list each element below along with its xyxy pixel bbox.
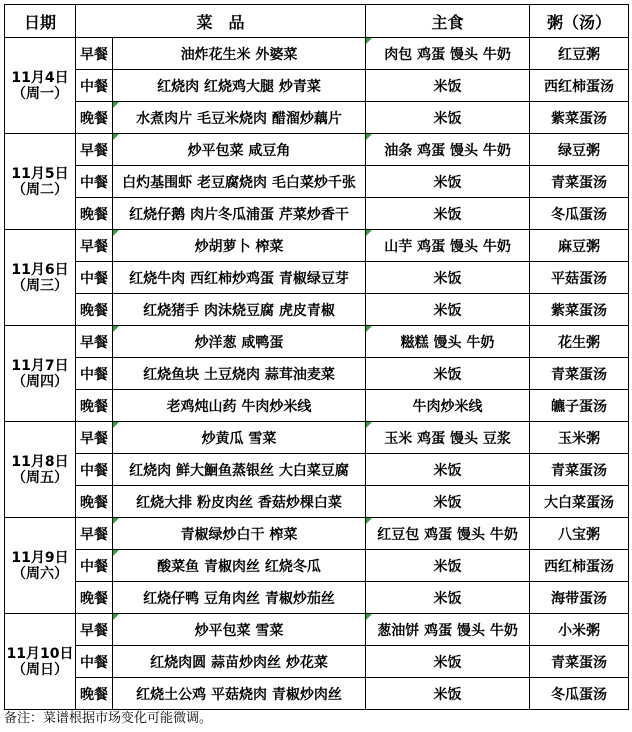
day-date: 11月4日: [11, 69, 69, 86]
staple-cell: 米饭: [366, 102, 530, 134]
dishes-cell: 炒平包菜 咸豆角: [113, 134, 366, 166]
header-staple: 主食: [366, 5, 530, 38]
day-date-cell: [5, 518, 76, 614]
meal-row: [5, 230, 629, 262]
meal-name: 晚餐: [76, 294, 113, 326]
staple-cell: 米饭: [366, 550, 530, 582]
staple-cell: 玉米 鸡蛋 馒头 豆浆: [366, 422, 530, 454]
dishes-cell: 炒胡萝卜 榨菜: [113, 230, 366, 262]
day-date: 11月10日: [6, 645, 74, 662]
menu-table: [4, 4, 629, 710]
meal-name: 早餐: [76, 422, 113, 454]
porridge-cell: 花生粥: [530, 326, 629, 358]
porridge-cell: 西红柿蛋汤: [530, 550, 629, 582]
meal-row: [5, 166, 629, 198]
porridge-cell: 冬瓜蛋汤: [530, 678, 629, 710]
staple-cell: 牛肉炒米线: [366, 390, 530, 422]
day-date-cell: [5, 134, 76, 230]
meal-row: [5, 102, 629, 134]
meal-row: [5, 358, 629, 390]
staple-cell: 米饭: [366, 646, 530, 678]
staple-cell: 米饭: [366, 454, 530, 486]
day-date: 11月7日: [11, 357, 69, 374]
meal-name: 早餐: [76, 230, 113, 262]
dishes-cell: 油炸花生米 外婆菜: [113, 38, 366, 70]
staple-cell: 葱油饼 鸡蛋 馒头 牛奶: [366, 614, 530, 646]
porridge-cell: 麻豆粥: [530, 230, 629, 262]
meal-row: [5, 454, 629, 486]
porridge-cell: 小米粥: [530, 614, 629, 646]
staple-cell: 米饭: [366, 262, 530, 294]
porridge-cell: 皫子蛋汤: [530, 390, 629, 422]
footnote: 备注：菜谱根据市场变化可能微调。: [4, 711, 213, 726]
header-row: [5, 5, 629, 38]
day-weekday: （周二）: [12, 181, 68, 198]
dishes-cell: 酸菜鱼 青椒肉丝 红烧冬瓜: [113, 550, 366, 582]
dishes-cell: 红烧肉圆 蒜苗炒肉丝 炒花菜: [113, 646, 366, 678]
meal-name: 中餐: [76, 550, 113, 582]
porridge-cell: 玉米粥: [530, 422, 629, 454]
staple-cell: 肉包 鸡蛋 馒头 牛奶: [366, 38, 530, 70]
meal-name: 早餐: [76, 518, 113, 550]
meal-row: [5, 678, 629, 710]
meal-name: 中餐: [76, 70, 113, 102]
meal-name: 早餐: [76, 134, 113, 166]
porridge-cell: 青菜蛋汤: [530, 646, 629, 678]
staple-cell: 米饭: [366, 486, 530, 518]
day-date-cell: [5, 230, 76, 326]
dishes-cell: 红烧仔鹅 肉片冬瓜浦蛋 芹菜炒香干: [113, 198, 366, 230]
dishes-cell: 红烧仔鸭 豆角肉丝 青椒炒茄丝: [113, 582, 366, 614]
dishes-cell: 水煮肉片 毛豆米烧肉 醋溜炒藕片: [113, 102, 366, 134]
day-date: 11月8日: [11, 453, 69, 470]
meal-name: 中餐: [76, 454, 113, 486]
staple-cell: 红豆包 鸡蛋 馒头 牛奶: [366, 518, 530, 550]
staple-cell: 山芋 鸡蛋 馒头 牛奶: [366, 230, 530, 262]
meal-name: 晚餐: [76, 198, 113, 230]
meal-row: [5, 198, 629, 230]
meal-name: 早餐: [76, 38, 113, 70]
dishes-cell: 红烧肉 红烧鸡大腿 炒青菜: [113, 70, 366, 102]
meal-row: [5, 134, 629, 166]
staple-cell: 糍糕 馒头 牛奶: [366, 326, 530, 358]
dishes-cell: 红烧鱼块 土豆烧肉 蒜茸油麦菜: [113, 358, 366, 390]
porridge-cell: 大白菜蛋汤: [530, 486, 629, 518]
meal-name: 晚餐: [76, 102, 113, 134]
dishes-cell: 红烧土公鸡 平菇烧肉 青椒炒肉丝: [113, 678, 366, 710]
meal-name: 中餐: [76, 358, 113, 390]
dishes-cell: 红烧大排 粉皮肉丝 香菇炒棵白菜: [113, 486, 366, 518]
porridge-cell: 青菜蛋汤: [530, 166, 629, 198]
porridge-cell: 红豆粥: [530, 38, 629, 70]
porridge-cell: 紫菜蛋汤: [530, 102, 629, 134]
meal-name: 中餐: [76, 262, 113, 294]
dishes-cell: 炒黄瓜 雪菜: [113, 422, 366, 454]
meal-row: [5, 422, 629, 454]
porridge-cell: 八宝粥: [530, 518, 629, 550]
staple-cell: 米饭: [366, 582, 530, 614]
meal-name: 晚餐: [76, 582, 113, 614]
meal-row: [5, 646, 629, 678]
meal-row: [5, 70, 629, 102]
meal-row: [5, 262, 629, 294]
meal-row: [5, 582, 629, 614]
meal-row: [5, 326, 629, 358]
dishes-cell: 青椒绿炒白干 榨菜: [113, 518, 366, 550]
day-date: 11月9日: [11, 549, 69, 566]
dishes-cell: 红烧肉 鲜大鮰鱼蒸银丝 大白菜豆腐: [113, 454, 366, 486]
day-date-cell: [5, 422, 76, 518]
meal-row: [5, 390, 629, 422]
staple-cell: 米饭: [366, 294, 530, 326]
meal-name: 晚餐: [76, 486, 113, 518]
meal-row: [5, 486, 629, 518]
day-weekday: （周六）: [12, 565, 68, 582]
day-date-cell: [5, 326, 76, 422]
staple-cell: 米饭: [366, 198, 530, 230]
meal-row: [5, 294, 629, 326]
porridge-cell: 青菜蛋汤: [530, 358, 629, 390]
meal-name: 晚餐: [76, 390, 113, 422]
header-porridge: 粥（汤）: [530, 5, 629, 38]
dishes-cell: 红烧牛肉 西红柿炒鸡蛋 青椒绿豆芽: [113, 262, 366, 294]
porridge-cell: 青菜蛋汤: [530, 454, 629, 486]
porridge-cell: 冬瓜蛋汤: [530, 198, 629, 230]
meal-row: [5, 614, 629, 646]
porridge-cell: 西红柿蛋汤: [530, 70, 629, 102]
day-weekday: （周日）: [12, 661, 68, 678]
meal-name: 中餐: [76, 646, 113, 678]
dishes-cell: 老鸡炖山药 牛肉炒米线: [113, 390, 366, 422]
staple-cell: 米饭: [366, 166, 530, 198]
day-weekday: （周四）: [12, 373, 68, 390]
day-weekday: （周三）: [12, 277, 68, 294]
staple-cell: 油条 鸡蛋 馒头 牛奶: [366, 134, 530, 166]
header-dishes: 菜 品: [76, 5, 366, 38]
porridge-cell: 海带蛋汤: [530, 582, 629, 614]
day-date: 11月6日: [11, 261, 69, 278]
porridge-cell: 绿豆粥: [530, 134, 629, 166]
porridge-cell: 紫菜蛋汤: [530, 294, 629, 326]
header-date: 日期: [5, 5, 76, 38]
meal-name: 晚餐: [76, 678, 113, 710]
day-date: 11月5日: [11, 165, 69, 182]
dishes-cell: 红烧猪手 肉沫烧豆腐 虎皮青椒: [113, 294, 366, 326]
meal-name: 早餐: [76, 614, 113, 646]
dishes-cell: 白灼基围虾 老豆腐烧肉 毛白菜炒千张: [113, 166, 366, 198]
day-date-cell: [5, 38, 76, 134]
meal-row: [5, 518, 629, 550]
menu-body: [5, 5, 629, 710]
meal-name: 早餐: [76, 326, 113, 358]
day-weekday: （周一）: [12, 85, 68, 102]
dishes-cell: 炒平包菜 雪菜: [113, 614, 366, 646]
staple-cell: 米饭: [366, 358, 530, 390]
staple-cell: 米饭: [366, 70, 530, 102]
meal-row: [5, 550, 629, 582]
porridge-cell: 平菇蛋汤: [530, 262, 629, 294]
day-date-cell: [5, 614, 76, 710]
day-weekday: （周五）: [12, 469, 68, 486]
staple-cell: 米饭: [366, 678, 530, 710]
meal-name: 中餐: [76, 166, 113, 198]
meal-row: [5, 38, 629, 70]
dishes-cell: 炒洋葱 咸鸭蛋: [113, 326, 366, 358]
